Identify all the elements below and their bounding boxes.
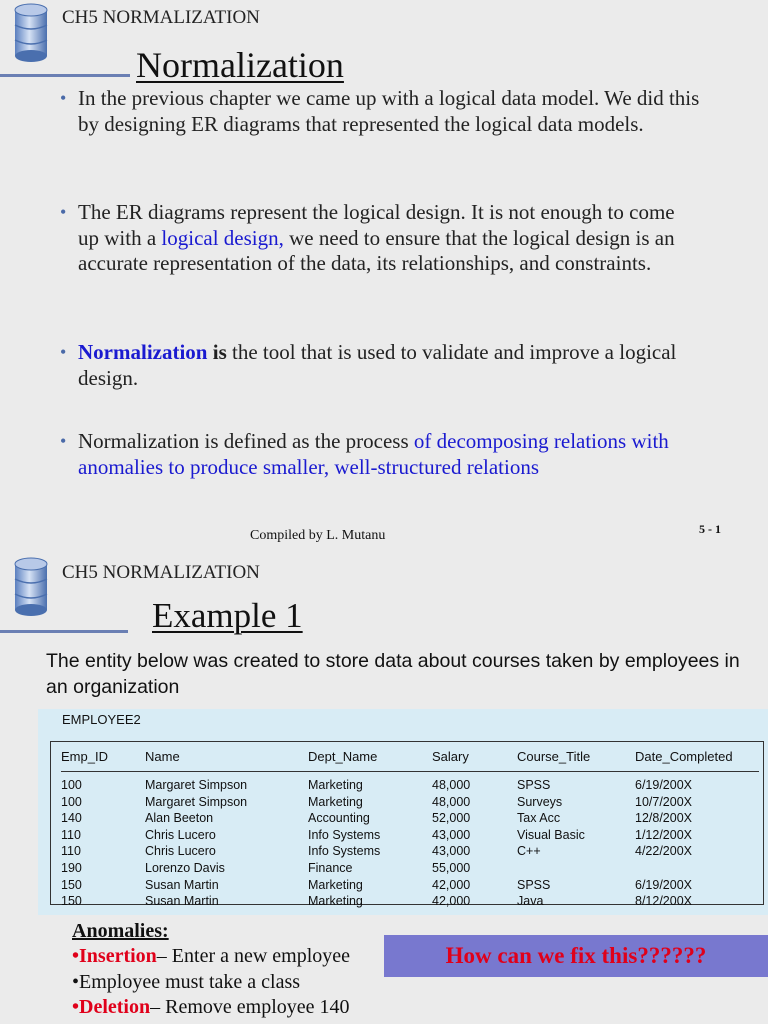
bullet-text: The ER diagrams represent the logical design. It is not enough to come up with a logical design, we need to ensure that the logical design is an accurate representation of the data, its relationships, and constraints.: [78, 200, 675, 275]
highlight-text: of decomposing relations with anomalies to produce smaller, well-structured relations: [78, 429, 669, 479]
table-cell: 6/19/200X: [635, 778, 692, 792]
bullet-text: In the previous chapter we came up with a logical data model. We did this by designing ER diagrams that represented the logical data models.: [78, 86, 700, 136]
table-row: [51, 828, 763, 845]
slide-title: Normalization: [136, 45, 344, 85]
table-cell: 1/12/200X: [635, 827, 692, 842]
table-cell: Surveys: [517, 794, 563, 809]
table-cell: Marketing: [308, 877, 363, 892]
table-row: [51, 878, 763, 895]
highlight-text: Normalization: [78, 340, 208, 364]
table-cell: Info Systems: [308, 827, 381, 842]
table-cell: Margaret Simpson: [145, 778, 248, 792]
column-header: Course_Title: [517, 749, 591, 764]
table-cell: Chris Lucero: [145, 844, 216, 859]
table-cell: 100: [61, 778, 82, 792]
question-text: How can we fix this??????: [445, 943, 707, 968]
table-cell: 48,000: [432, 778, 471, 792]
table-cell: SPSS: [517, 877, 551, 892]
table-row: [51, 795, 763, 812]
slide-header: CH5 NORMALIZATION: [62, 562, 260, 583]
table-cell: Marketing: [308, 894, 363, 909]
header-rule: [0, 74, 130, 77]
bullet-1: [60, 86, 700, 137]
table-cell: 12/8/200X: [635, 811, 692, 826]
header-rule: [0, 630, 128, 633]
table-cell: 150: [61, 894, 82, 909]
bullet-dot: •: [60, 202, 67, 222]
column-header: Salary: [432, 749, 469, 764]
table-cell: 52,000: [432, 811, 471, 826]
bullet-4: [60, 429, 700, 480]
bullet-dot: •: [60, 431, 67, 451]
table-cell: Info Systems: [308, 844, 381, 859]
table-cell: Visual Basic: [517, 827, 585, 842]
anomaly-label: •Deletion: [72, 996, 151, 1018]
table-name: EMPLOYEE2: [62, 712, 141, 727]
table-cell: Susan Martin: [145, 894, 219, 909]
table-cell: 43,000: [432, 844, 471, 859]
table-cell: C++: [517, 844, 541, 859]
table-cell: Marketing: [308, 778, 363, 792]
slide-header: CH5 NORMALIZATION: [62, 7, 260, 28]
bullet-2: [60, 200, 700, 277]
table-cell: 8/12/200X: [635, 894, 692, 909]
bullet-3: [60, 340, 700, 391]
table-cell: 150: [61, 877, 82, 892]
bullet-dot: •: [60, 88, 67, 108]
table-cell: 55,000: [432, 860, 471, 875]
column-header: Date_Completed: [635, 749, 733, 764]
bullet-dot: •: [60, 342, 67, 362]
column-header: Dept_Name: [308, 749, 378, 764]
header-divider: [61, 771, 759, 772]
table-cell: Margaret Simpson: [145, 794, 248, 809]
table-cell: 100: [61, 794, 82, 809]
table-cell: 4/22/200X: [635, 844, 692, 859]
table-row: [51, 861, 763, 878]
anomaly-deletion: •Deletion– Remove employee 140: [72, 996, 350, 1018]
table-cell: 43,000: [432, 827, 471, 842]
table-cell: 110: [61, 844, 81, 859]
anomaly-note: •Employee must take a class: [72, 971, 301, 993]
table-cell: 6/19/200X: [635, 877, 692, 892]
anomalies-heading: Anomalies:: [72, 920, 169, 942]
intro-text: The entity below was created to store data about courses taken by employees in an organization: [46, 650, 740, 698]
highlight-text: logical design,: [161, 225, 284, 250]
database-icon: [12, 2, 50, 64]
employee-table: [50, 741, 764, 909]
table-cell: Lorenzo Davis: [145, 860, 225, 875]
table-cell: 10/7/200X: [635, 794, 692, 809]
table-cell: Java: [517, 894, 544, 909]
database-icon: [12, 556, 50, 618]
table-row: [51, 811, 763, 828]
table-cell: 190: [61, 860, 82, 875]
table-cell: Susan Martin: [145, 877, 219, 892]
table-cell: Finance: [308, 860, 353, 875]
table-row: [51, 844, 763, 861]
table-row: [51, 894, 763, 911]
question-callout: [384, 935, 768, 977]
table-cell: Marketing: [308, 794, 363, 809]
table-cell: 48,000: [432, 794, 471, 809]
column-header: Emp_ID: [61, 749, 108, 764]
anomaly-insertion: •Insertion– Enter a new employee: [72, 945, 351, 967]
slide-title: Example 1: [152, 596, 303, 635]
employee-table-figure: [38, 709, 768, 915]
bullet-text: Normalization is the tool that is used to validate and improve a logical design.: [78, 340, 677, 390]
table-cell: 140: [61, 811, 82, 826]
page-number: 5 - 1: [699, 522, 721, 536]
anomaly-label: •Insertion: [72, 945, 157, 967]
table-cell: Alan Beeton: [145, 811, 214, 826]
table-cell: Chris Lucero: [145, 827, 216, 842]
bullet-text: Normalization is defined as the process of decomposing relations with anomalies to produce smaller, well-structured relations: [78, 429, 669, 479]
table-cell: 110: [61, 827, 81, 842]
table-body: [51, 778, 763, 911]
column-header: Name: [145, 749, 180, 764]
slide-2: [0, 552, 768, 1024]
slide-footer: Compiled by L. Mutanu: [250, 528, 386, 543]
table-cell: Accounting: [308, 811, 370, 826]
table-row: [51, 778, 763, 795]
table-cell: 42,000: [432, 894, 471, 909]
table-cell: SPSS: [517, 778, 551, 792]
table-cell: 42,000: [432, 877, 471, 892]
table-cell: Tax Acc: [517, 811, 561, 826]
